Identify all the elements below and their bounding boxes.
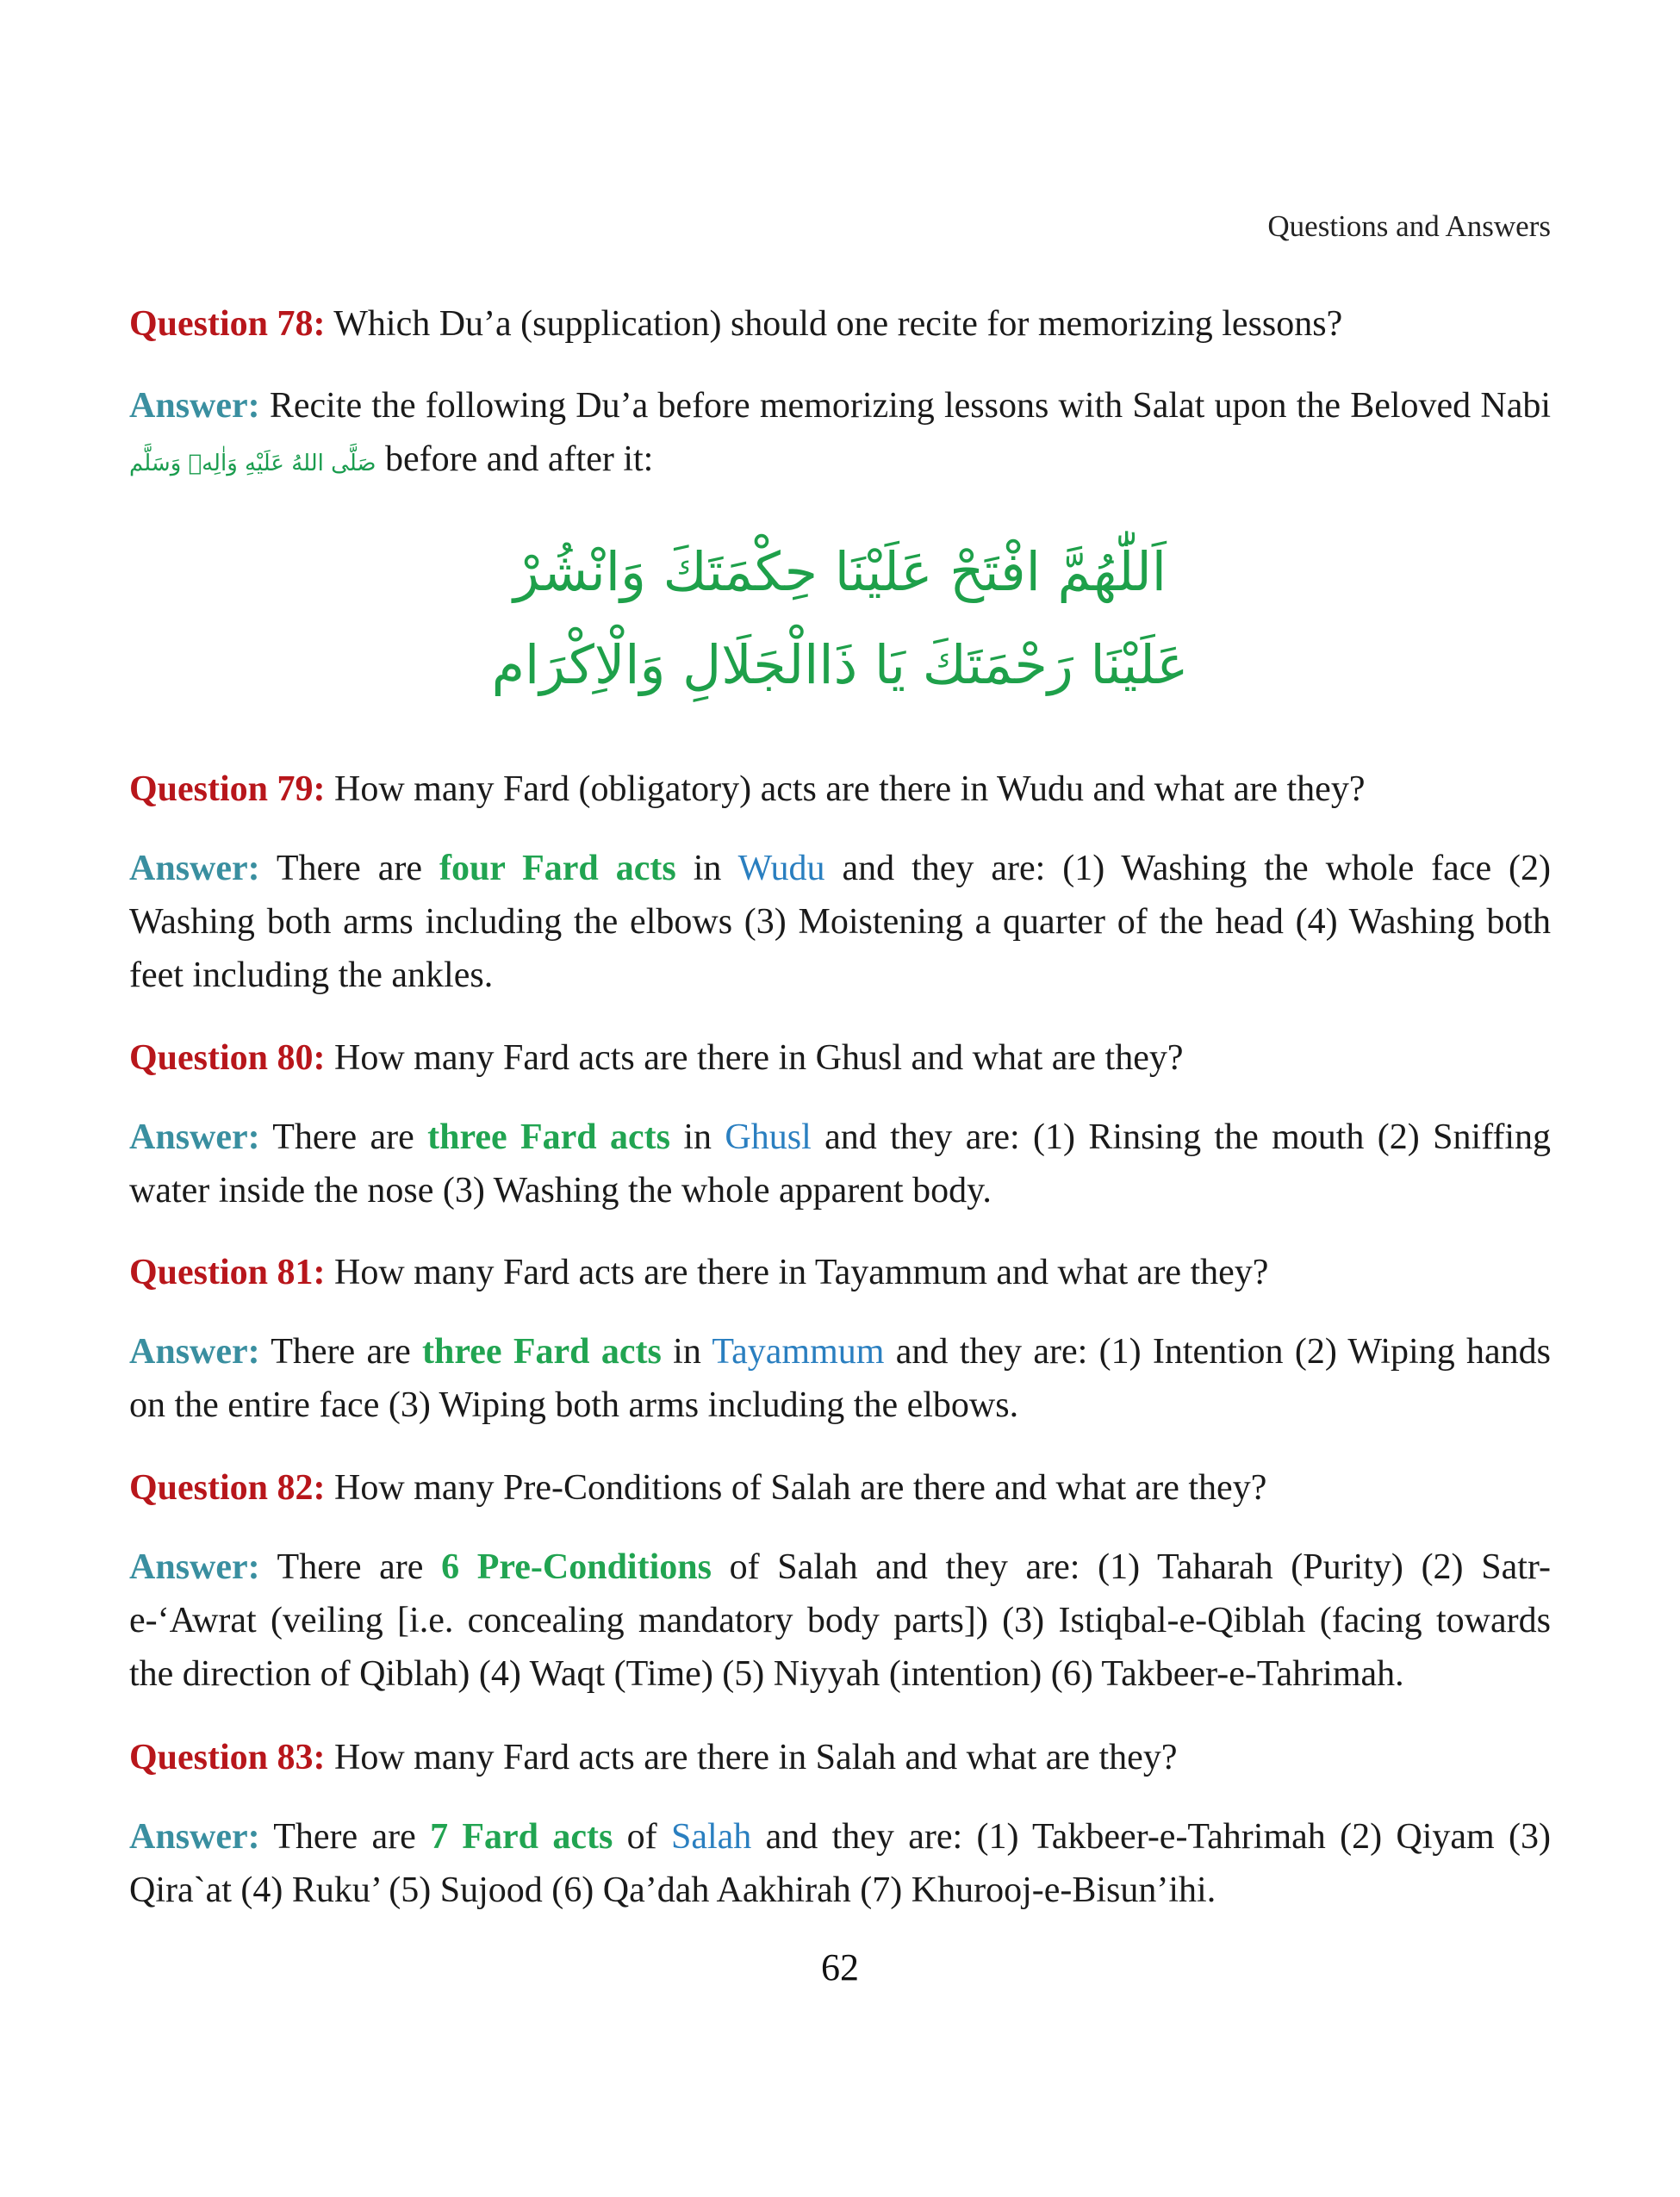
answer-82 xyxy=(129,1540,1551,1701)
answer-text: of Salah and they are: (1) Taharah (Purity) (2) Satr-e-‘Awrat (veiling [i.e. concealing mandatory body parts]) (3) Istiqbal-e-Qiblah (facing towards the direction of Qiblah) (4) Waqt (Time) (5) Niyyah (intention) (6) Takbeer-e-Tahrimah. xyxy=(129,1547,1552,1694)
dua-line-2: عَلَيْنَا رَحْمَتَكَ يَا ذَاالْجَلَالِ وَالْاِكْرَام xyxy=(491,633,1189,696)
answer-78 xyxy=(129,379,1551,490)
answer-label: Answer: xyxy=(129,849,260,888)
answer-label: Answer: xyxy=(129,386,260,426)
question-78 xyxy=(129,297,1551,351)
highlight-term: Wudu xyxy=(737,849,825,888)
salat-calligraphy: صَلَّى اللهُ عَلَيْهِ وَاٰلِهٖ وَسَلَّم xyxy=(129,451,376,476)
answer-text: and they are: (1) Rinsing the mouth (2) Sniffing water inside the nose (3) Washing the whole apparent body. xyxy=(129,1117,1552,1211)
answer-text: There are xyxy=(259,1547,442,1587)
highlight-term: Salah xyxy=(670,1817,752,1857)
answer-text: There are xyxy=(259,1332,423,1372)
highlight-count: 7 Fard acts xyxy=(430,1817,613,1857)
answer-text: There are xyxy=(259,849,439,888)
answer-label: Answer: xyxy=(129,1117,260,1157)
arabic-dua xyxy=(129,526,1551,712)
answer-text: There are xyxy=(259,1117,428,1157)
answer-text: and they are: (1) Washing the whole face (2) Washing both arms including the elbows (3) Moistening a quarter of the head (4) Washing both feet including the ankles. xyxy=(129,849,1552,995)
answer-label: Answer: xyxy=(129,1817,260,1857)
answer-text: of xyxy=(613,1817,671,1857)
running-head: Questions and Answers xyxy=(1267,209,1551,243)
answer-text: There are xyxy=(259,1817,431,1857)
answer-label: Answer: xyxy=(129,1547,260,1587)
answer-79 xyxy=(129,842,1551,1002)
highlight-count: four Fard acts xyxy=(439,849,676,888)
question-83 xyxy=(129,1731,1551,1784)
question-text: How many Pre-Conditions of Salah are there and what are they? xyxy=(325,1468,1267,1508)
highlight-term: Ghusl xyxy=(725,1117,812,1157)
highlight-count: three Fard acts xyxy=(422,1332,662,1372)
question-81 xyxy=(129,1246,1551,1299)
answer-text: and they are: (1) Takbeer-e-Tahrimah (2) Qiyam (3) Qira`at (4) Ruku’ (5) Sujood (6) Qa’dah Aakhirah (7) Khurooj-e-Bisun’ihi. xyxy=(129,1817,1551,1910)
question-text: How many Fard acts are there in Ghusl and what are they? xyxy=(325,1038,1184,1078)
question-text: How many Fard acts are there in Salah and what are they? xyxy=(325,1738,1178,1777)
question-80 xyxy=(129,1031,1551,1085)
question-label: Question 79: xyxy=(129,769,326,809)
highlight-count: 6 Pre-Conditions xyxy=(441,1547,712,1587)
answer-text: before and after it: xyxy=(376,439,654,479)
question-label: Question 81: xyxy=(129,1253,326,1292)
question-text: How many Fard acts are there in Tayammum and what are they? xyxy=(325,1253,1269,1292)
answer-text: in xyxy=(661,1332,712,1372)
answer-83 xyxy=(129,1810,1551,1917)
answer-text: Recite the following Du’a before memorizing lessons with Salat upon the Beloved Nabi xyxy=(259,386,1551,426)
answer-80 xyxy=(129,1111,1551,1217)
question-82 xyxy=(129,1461,1551,1515)
question-label: Question 83: xyxy=(129,1738,326,1777)
page-number: 62 xyxy=(821,1946,859,1989)
question-79 xyxy=(129,762,1551,816)
question-label: Question 82: xyxy=(129,1468,326,1508)
answer-81 xyxy=(129,1325,1551,1432)
answer-label: Answer: xyxy=(129,1332,260,1372)
dua-line-1: اَللّٰهُمَّ افْتَحْ عَلَيْنَا حِكْمَتَكَ وَانْشُرْ xyxy=(513,540,1167,603)
answer-text: and they are: (1) Intention (2) Wiping hands on the entire face (3) Wiping both arms including the elbows. xyxy=(129,1332,1552,1425)
highlight-term: Tayammum xyxy=(712,1332,885,1372)
question-label: Question 80: xyxy=(129,1038,326,1078)
question-text: Which Du’a (supplication) should one recite for memorizing lessons? xyxy=(325,304,1343,344)
highlight-count: three Fard acts xyxy=(427,1117,670,1157)
question-text: How many Fard (obligatory) acts are there in Wudu and what are they? xyxy=(325,769,1366,809)
answer-text: in xyxy=(675,849,738,888)
answer-text: in xyxy=(670,1117,725,1157)
question-label: Question 78: xyxy=(129,304,326,344)
